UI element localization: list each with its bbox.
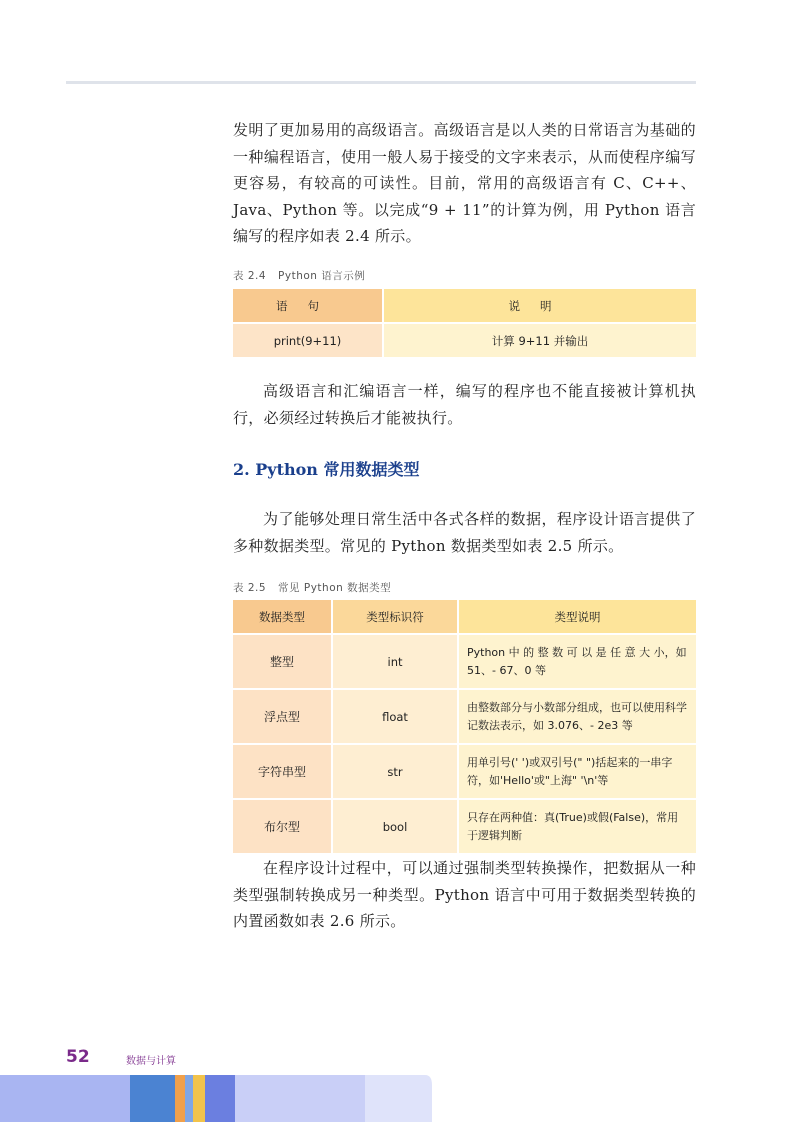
table-cell-description: 计算 9+11 并输出 xyxy=(383,323,696,357)
table-cell-type: 浮点型 xyxy=(233,689,332,744)
table-header-row xyxy=(233,600,696,634)
table-cell-identifier: float xyxy=(332,689,458,744)
book-title: 数据与计算 xyxy=(126,1056,176,1067)
table-header-type-identifier: 类型标识符 xyxy=(332,600,458,634)
table-cell-description: 由整数部分与小数部分组成，也可以使用科学记数法表示，如 3.076、- 2e3 等 xyxy=(458,689,696,744)
table-row xyxy=(233,323,696,357)
table-2-5-caption-number: 表 2.5 xyxy=(233,582,267,594)
table-row xyxy=(233,799,696,853)
table-row xyxy=(233,634,696,689)
table-2-4-caption-title: Python 语言示例 xyxy=(278,270,366,282)
table-cell-statement: print(9+11) xyxy=(233,323,383,357)
paragraph-1: 发明了更加易用的高级语言。高级语言是以人类的日常语言为基础的一种编程语言，使用一般人易于接受的文字来表示，从而使程序编写更容易，有较高的可读性。目前，常用的高级语言有 C、C++、Java、Python 等。以完成“9 + 11”的计算为例，用 Python 语言编写的程序如表 2.4 所示。 xyxy=(233,121,696,245)
table-2-4 xyxy=(233,289,696,357)
table-cell-description: 只存在两种值：真(True)或假(False)，常用于逻辑判断 xyxy=(458,799,696,853)
table-cell-type: 字符串型 xyxy=(233,744,332,799)
table-row xyxy=(233,744,696,799)
table-row xyxy=(233,689,696,744)
paragraph-2: 高级语言和汇编语言一样，编写的程序也不能直接被计算机执行，必须经过转换后才能被执行。 xyxy=(233,382,696,427)
table-header-data-type: 数据类型 xyxy=(233,600,332,634)
table-header-row xyxy=(233,289,696,323)
table-2-4-caption xyxy=(233,268,377,283)
top-rule xyxy=(66,81,696,84)
page-number: 52 xyxy=(66,1047,90,1067)
table-2-5-caption xyxy=(233,580,403,595)
table-header-type-description: 类型说明 xyxy=(458,600,696,634)
paragraph-4: 在程序设计过程中，可以通过强制类型转换操作，把数据从一种类型强制转换成另一种类型。Python 语言中可用于数据类型转换的内置函数如表 2.6 所示。 xyxy=(233,859,696,930)
table-cell-description: 用单引号(' ')或双引号(" ")括起来的一串字符，如'Hello'或"上海" '\n'等 xyxy=(458,744,696,799)
table-2-5 xyxy=(233,600,696,853)
table-header-statement: 语句 xyxy=(233,289,383,323)
section-heading: 2. Python 常用数据类型 xyxy=(233,460,420,479)
table-2-5-caption-title: 常见 Python 数据类型 xyxy=(278,582,392,594)
bottom-decorative-band xyxy=(0,1075,800,1122)
table-2-4-caption-number: 表 2.4 xyxy=(233,270,267,282)
table-header-description: 说明 xyxy=(383,289,696,323)
table-cell-identifier: str xyxy=(332,744,458,799)
table-cell-type: 布尔型 xyxy=(233,799,332,853)
table-cell-identifier: int xyxy=(332,634,458,689)
table-cell-type: 整型 xyxy=(233,634,332,689)
table-cell-identifier: bool xyxy=(332,799,458,853)
table-cell-description: Python 中 的 整 数 可 以 是 任 意 大 小，如 51、- 67、0 等 xyxy=(458,634,696,689)
paragraph-3: 为了能够处理日常生活中各式各样的数据，程序设计语言提供了多种数据类型。常见的 Python 数据类型如表 2.5 所示。 xyxy=(233,510,696,555)
